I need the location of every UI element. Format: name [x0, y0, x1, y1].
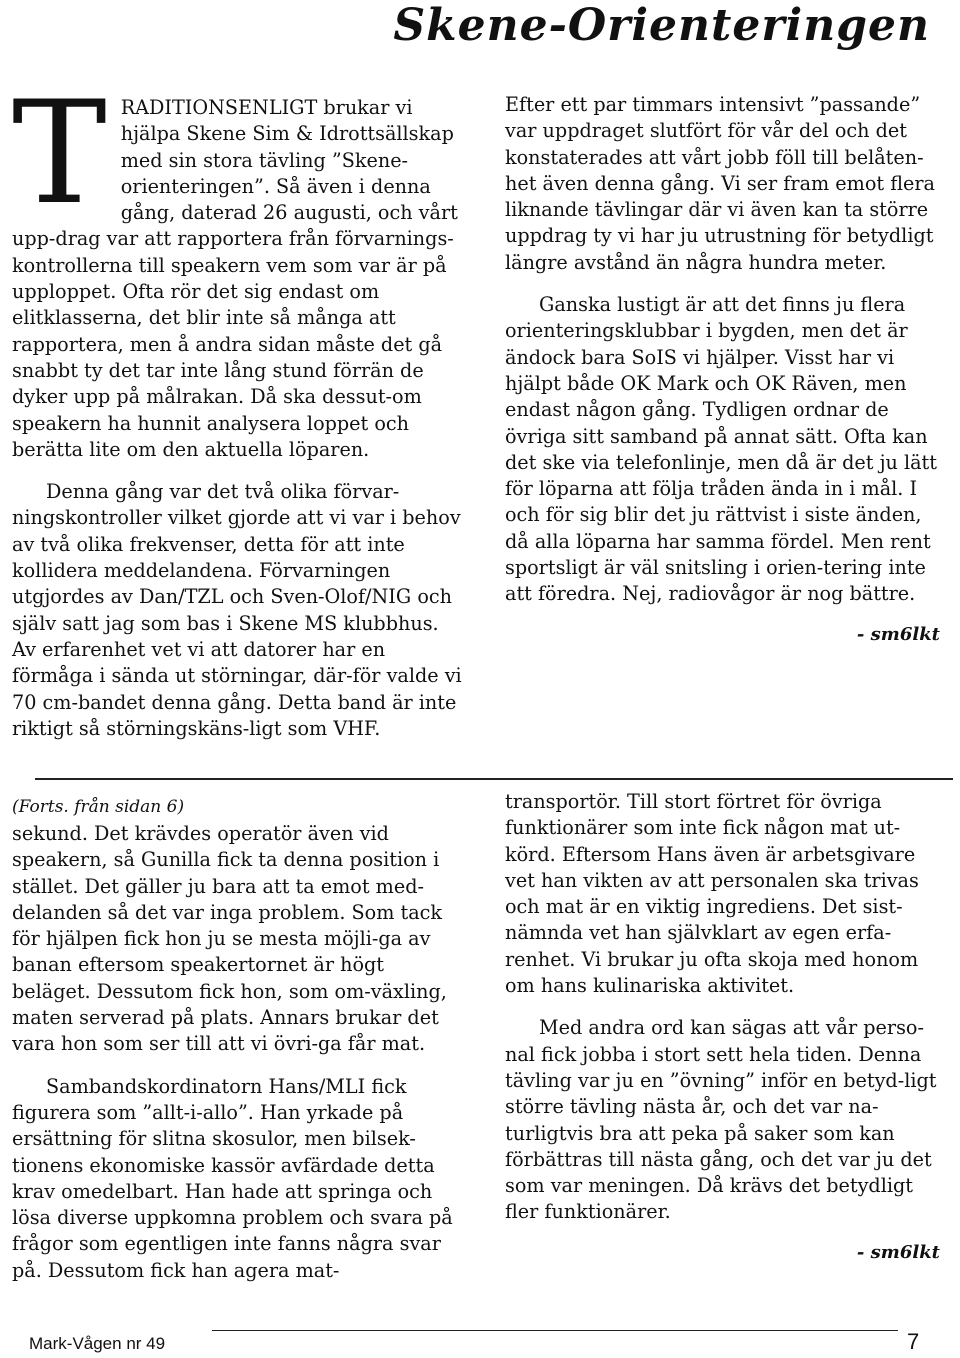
paragraph: Efter ett par timmars intensivt ”passande” var uppdraget slutfört för vår del och det konstaterades att vårt jobb föll till belåten-het även denna gång. Vi ser fram emot flera liknande tävlingar där vi även kan ta större uppdrag ty vi har ju utrustning för betydligt längre avstånd än några hundra meter. — [505, 93, 935, 274]
drop-cap: T — [12, 71, 107, 236]
article-column-1 — [12, 71, 464, 742]
author-signature: - sm6lkt — [856, 1241, 940, 1263]
section-divider — [35, 778, 953, 780]
footer-divider — [212, 1330, 898, 1331]
author-signature: - sm6lkt — [856, 623, 940, 645]
paragraph: Denna gång var det två olika förvar-ningskontroller vilket gjorde att vi var i behov av två olika frekvenser, detta för att inte kollidera meddelandena. Förvarningen utgjordes av Dan/TZL och Sven-Olof/NIG och själv satt jag som bas i Skene MS klubbhus. Av erfarenhet vet vi att datorer har en förmåga i sända ut störningar, där-för valde vi 70 cm-bandet denna gång. Detta band är inte riktigt så störningskäns-ligt som VHF. — [12, 480, 462, 740]
page-title: Skene-Orienteringen — [393, 0, 930, 51]
paragraph: Sambandskordinatorn Hans/MLI fick figurera som ”allt-i-allo”. Han yrkade på ersättning för slitna skosulor, men bilsek-tionens ekonomiske kassör avfärdade detta krav omedelbart. Han hade att springa och lösa diverse uppkomna problem och svara på frågor som egentligen inte fanns några svar på. Dessutom fick han agera mat- — [12, 1074, 453, 1282]
paragraph: Ganska lustigt är att det finns ju flera orienteringsklubbar i bygden, men det är ändock bara SoIS vi hjälper. Visst har vi hjälpt både OK Mark och OK Räven, men endast någon gång. Tydligen ordnar de övriga sitt samband på annat sätt. Ofta kan det ske via telefonlinje, men då är det ju lätt för löparna att följa tråden ända in i mål. I och för sig blir det ju rättvist i siste änden, då alla löparna har samma fördel. Men rent sportsligt är väl snitsling i orien-tering inte att föredra. Nej, radiovågor är nog bättre. — [505, 293, 937, 606]
article-column-4 — [505, 789, 950, 1266]
page-number: 7 — [907, 1329, 920, 1354]
paragraph: RADITIONSENLIGT brukar vi hjälpa Skene Sim & Idrottsällskap med sin stora tävling ”Skene-orienteringen”. Så även i denna gång, daterad 26 augusti, och vårt upp-drag var att rapportera från förvarnings-kontrollerna till speakern vem som var är på upploppet. Ofta rör det sig endast om elitklasserna, det blir inte så många att rapportera, men å andra sidan måste det gå snabbt ty det tar inte lång stund förrän de dyker upp på målrakan. Då ska dessut-om speakern ha hunnit analysera loppet och berätta lite om den aktuella löparen. — [12, 96, 458, 461]
publication-name: Mark-Vågen nr 49 — [29, 1334, 166, 1353]
article-column-3 — [12, 795, 464, 1284]
paragraph: transportör. Till stort förtret för övriga funktionärer som inte fick någon mat ut-körd. Eftersom Hans även är arbetsgivare vet han vikten av att personalen ska trivas och mat är en viktig ingrediens. Det sist-nämnda vet han självklart av egen erfa-renhet. Vi brukar ju ofta skoja med honom om hans kulinariska aktivitet. — [505, 790, 919, 998]
paragraph: Med andra ord kan sägas att vår perso-nal fick jobba i stort sett hela tiden. Denna tävling var ju en ”övning” inför en betyd-ligt större tävling nästa år, och det var na-turligtvis bra att peka på saker som kan förbättras till nästa gång, och det var ju det som var meningen. Då krävs det betydligt fler funktionärer. — [505, 1016, 937, 1224]
article-column-2 — [505, 92, 950, 648]
paragraph: sekund. Det krävdes operatör även vid speakern, så Gunilla fick ta denna position i stället. Det gäller ju bara att ta emot med-delanden så det var inga problem. Som tack för hjälpen fick hon ju se mesta möjli-ga av banan eftersom speakertornet är högt beläget. Dessutom fick hon, som om-växling, maten serverad på plats. Annars brukar det vara hon som ser till att vi övri-ga får mat. — [12, 822, 447, 1056]
continued-from-note: (Forts. från sidan 6) — [12, 797, 185, 817]
